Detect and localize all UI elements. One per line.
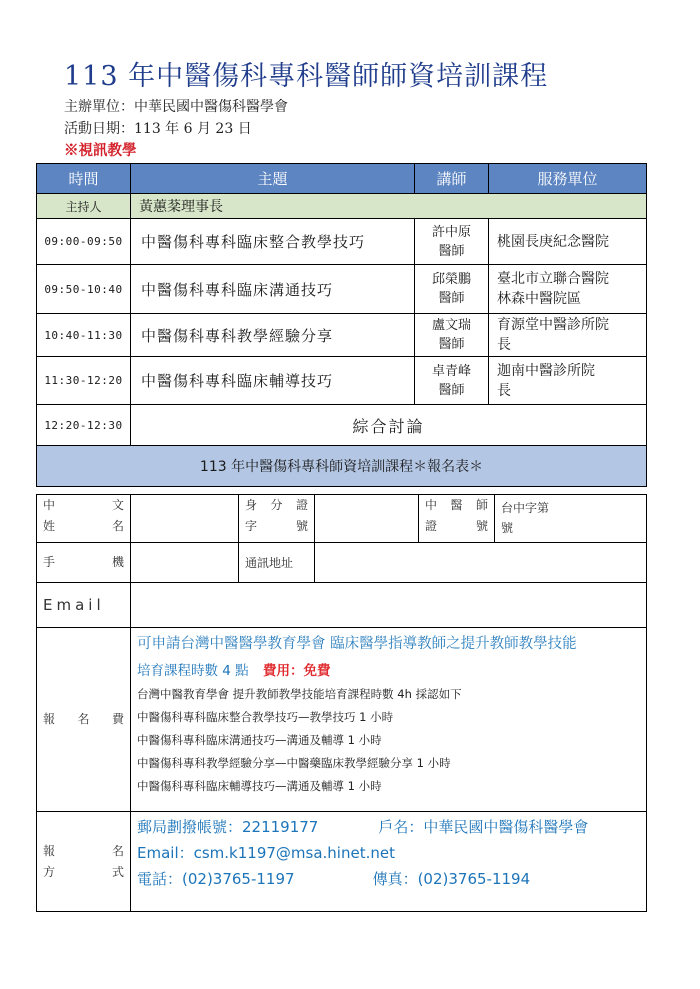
- host-label: 主持人: [37, 194, 131, 219]
- page-title: 113 年中醫傷科專科醫師師資培訓課程: [64, 61, 549, 92]
- fee-hours: 培育課程時數 4 點: [137, 663, 249, 679]
- id-label: 身 分 證 字 號: [239, 495, 315, 543]
- fee-label: 報 名 費: [37, 628, 131, 812]
- method-label: 報 名 方 式: [37, 812, 131, 912]
- email-label: Email: [37, 583, 131, 628]
- id-field[interactable]: [315, 495, 419, 543]
- session-lecturer: 邱榮鵬 醫師: [415, 265, 489, 314]
- discussion-time: 12:20-12:30: [37, 405, 131, 446]
- session-topic: 中醫傷科專科臨床整合教學技巧: [131, 219, 415, 265]
- header-topic: 主題: [131, 164, 415, 194]
- session-time: 09:00-09:50: [37, 219, 131, 265]
- cert-label: 中 醫 師 證 號: [419, 495, 495, 543]
- fee-details: [131, 628, 647, 812]
- form-heading: 113 年中醫傷科專科師資培訓課程＊報名表＊: [37, 446, 647, 487]
- event-date: 活動日期：113 年 6 月 23 日: [64, 121, 252, 137]
- session-lecturer: 盧文瑞 醫師: [415, 314, 489, 357]
- session-org: 迦南中醫診所院 長: [489, 357, 647, 405]
- fee-detail-line: 台灣中醫教育學會 提升教師教學技能培育課程時數 4h 採認如下: [137, 687, 462, 701]
- schedule-table: [36, 163, 647, 487]
- fee-detail-line: 中醫傷科專科臨床整合教學技巧—教學技巧 1 小時: [137, 710, 394, 724]
- email-field[interactable]: [131, 583, 647, 628]
- fee-detail-line: 中醫傷科專科臨床溝通技巧—溝通及輔導 1 小時: [137, 733, 382, 747]
- registration-form: [36, 494, 647, 912]
- fee-detail-line: 中醫傷科專科教學經驗分享—中醫藥臨床教學經驗分享 1 小時: [137, 756, 451, 770]
- session-time: 10:40-11:30: [37, 314, 131, 357]
- fee-intro: 可申請台灣中醫醫學教育學會 臨床醫學指導教師之提升教師教學技能: [137, 636, 577, 652]
- host-row: [37, 194, 647, 219]
- session-time: 11:30-12:20: [37, 357, 131, 405]
- header-time: 時間: [37, 164, 131, 194]
- organizer: 主辦單位：中華民國中醫傷科醫學會: [64, 99, 288, 115]
- session-topic: 中醫傷科專科臨床輔導技巧: [131, 357, 415, 405]
- session-topic: 中醫傷科專科臨床溝通技巧: [131, 265, 415, 314]
- session-topic: 中醫傷科專科教學經驗分享: [131, 314, 415, 357]
- session-org: 育源堂中醫診所院 長: [489, 314, 647, 357]
- cert-field[interactable]: 台中字第 號: [495, 495, 647, 543]
- discussion-row: [37, 405, 647, 446]
- contact-phone: 電話：(02)3765-1197: [137, 870, 295, 888]
- phone-label: 手 機: [37, 543, 131, 583]
- name-field[interactable]: [131, 495, 239, 543]
- account-name: 戶名：中華民國中醫傷科醫學會: [378, 818, 589, 836]
- header-org: 服務單位: [489, 164, 647, 194]
- session-lecturer: 卓青峰 醫師: [415, 357, 489, 405]
- header-lecturer: 講師: [415, 164, 489, 194]
- phone-field[interactable]: [131, 543, 239, 583]
- fee-detail-line: 中醫傷科專科臨床輔導技巧—溝通及輔導 1 小時: [137, 779, 382, 793]
- session-time: 09:50-10:40: [37, 265, 131, 314]
- payment-info: [131, 812, 647, 912]
- video-notice: ※視訊教學: [64, 142, 137, 159]
- schedule-row: [37, 314, 647, 357]
- address-field[interactable]: [315, 543, 647, 583]
- contact-email[interactable]: Email：csm.k1197@msa.hinet.net: [137, 844, 395, 862]
- address-label: 通訊地址: [239, 543, 315, 583]
- name-label: 中 文 姓 名: [37, 495, 131, 543]
- fee-cost: 費用：免費: [262, 663, 331, 679]
- host-name: 黃蕙棻理事長: [131, 194, 647, 219]
- session-org: 臺北市立聯合醫院 林森中醫院區: [489, 265, 647, 314]
- schedule-row: [37, 265, 647, 314]
- schedule-row: [37, 219, 647, 265]
- session-org: 桃園長庚紀念醫院: [489, 219, 647, 265]
- session-lecturer: 許中原 醫師: [415, 219, 489, 265]
- contact-fax: 傳真：(02)3765-1194: [372, 870, 531, 888]
- postal-account: 郵局劃撥帳號：22119177: [137, 818, 319, 836]
- schedule-row: [37, 357, 647, 405]
- discussion-label: 綜合討論: [131, 405, 647, 446]
